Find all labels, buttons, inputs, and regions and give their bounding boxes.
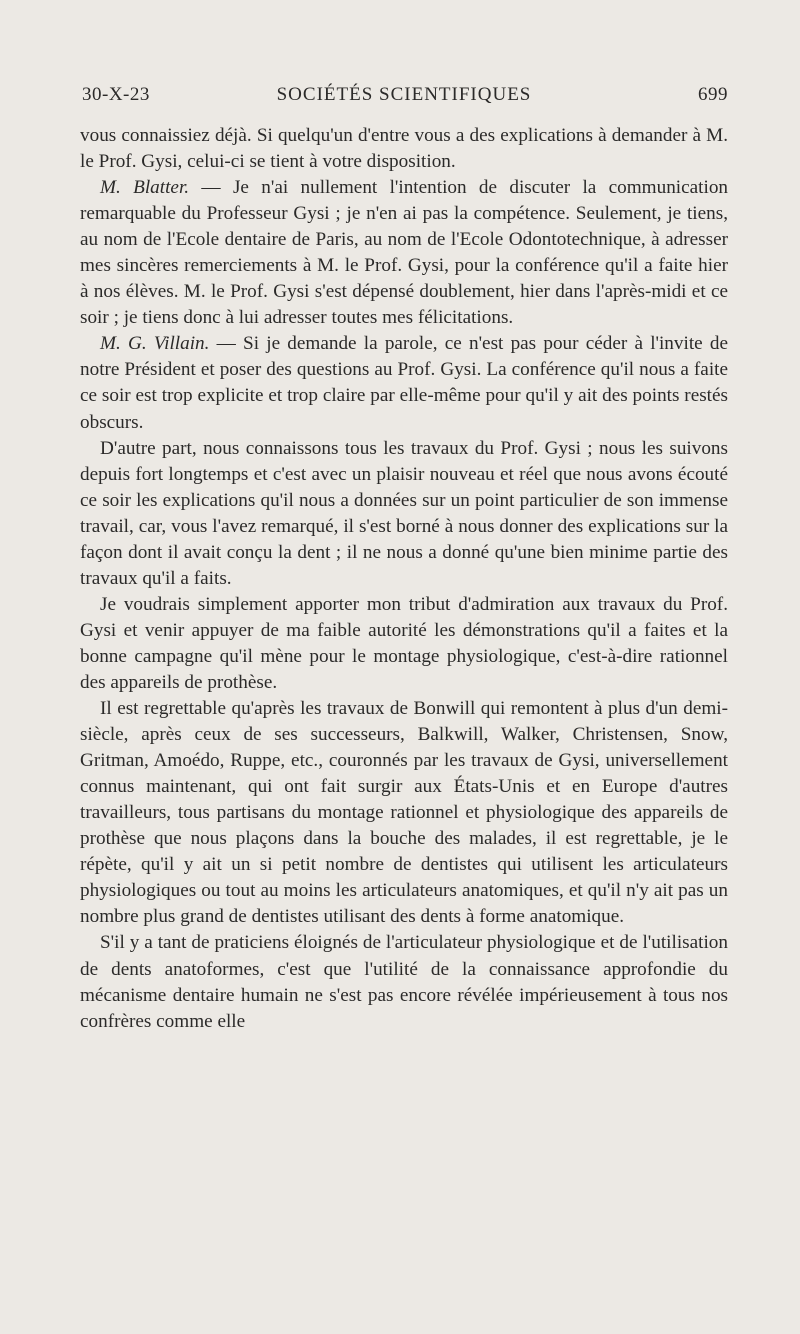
paragraph [80,436,728,592]
paragraph-text: — Je n'ai nullement l'intention de discuter la communication remarquable du Professeur Gysi ; je n'en ai pas la compétence. Seulement, je tiens, au nom de l'Ecole dentaire de Paris, au nom de l'Ecole Odontotechnique, à adresser mes sincères remerciements à M. le Prof. Gysi, pour la conférence qu'il a faite hier à nos élèves. M. le Prof. Gysi s'est dépensé doublement, hier dans l'après-midi et ce soir ; je tiens donc à lui adresser toutes mes félicitations. [80,177,729,329]
paragraph-text: — Si je demande la parole, ce n'est pas pour céder à l'invite de notre Président et poser des questions au Prof. Gysi. La conférence qu'il nous a faite ce soir est trop explicite et trop claire par elle-même pour qu'il y ait des points restés obscurs. [80,333,728,433]
paragraph-text: vous connaissiez déjà. Si quelqu'un d'entre vous a des explications à demander à M. le Prof. Gysi, celui-ci se tient à votre disposition. [80,125,728,173]
speaker-name: M. Blatter. [100,177,190,199]
paragraph-text: Je voudrais simplement apporter mon tribut d'admiration aux travaux du Prof. Gysi et venir appuyer de ma faible autorité les démonstrations qu'il a faites et la bonne campagne qu'il mène pour le montage physiologique, c'est-à-dire rationnel des appareils de prothèse. [80,593,728,693]
body-text [80,123,728,1035]
paragraph-text: S'il y a tant de praticiens éloignés de l'articulateur physiologique et de l'utilisation de dents anatoformes, c'est que l'utilité de la connaissance approfondie du mécanisme dentaire humain ne s'est pas encore révélée impérieusement à tous nos confrères comme elle [80,932,728,1032]
paragraph [80,123,728,175]
page-number: 699 [698,84,728,105]
book-page [80,84,728,1035]
running-header [80,84,728,114]
header-date: 30-X-23 [82,84,150,105]
paragraph [80,696,728,930]
paragraph [80,331,728,435]
paragraph [80,175,728,331]
header-title: SOCIÉTÉS SCIENTIFIQUES [276,84,532,105]
paragraph-text: Il est regrettable qu'après les travaux de Bonwill qui remontent à plus d'un demi-siècle, après ceux de ses successeurs, Balkwill, Walker, Christensen, Snow, Gritman, Amoédo, Ruppe, etc., couronnés par les travaux de Gysi, universellement connus maintenant, qui ont fait surgir aux États-Unis et en Europe d'autres travailleurs, tous partisans du montage rationnel et physiologique des appareils de prothèse que nous plaçons dans la bouche des malades, il est regrettable, je le répète, qu'il y ait un si petit nombre de dentistes qui utilisent les articulateurs physiologiques ou tout au moins les articulateurs anatomiques, et qu'il n'y ait pas un nombre plus grand de dentistes utilisant des dents à forme anatomique. [80,698,728,928]
speaker-name: M. G. Villain. [100,333,210,355]
paragraph [80,592,728,696]
paragraph-text: D'autre part, nous connaissons tous les travaux du Prof. Gysi ; nous les suivons depuis fort longtemps et c'est avec un plaisir nouveau et réel que nous avons écouté ce soir les explications qu'il nous a données sur un point particulier de son immense travail, car, vous l'avez remarqué, il s'est borné à nous donner des explications sur la façon dont il avait conçu la dent ; il ne nous a donné qu'une bien minime partie des travaux qu'il a faits. [80,437,728,589]
paragraph [80,930,728,1034]
